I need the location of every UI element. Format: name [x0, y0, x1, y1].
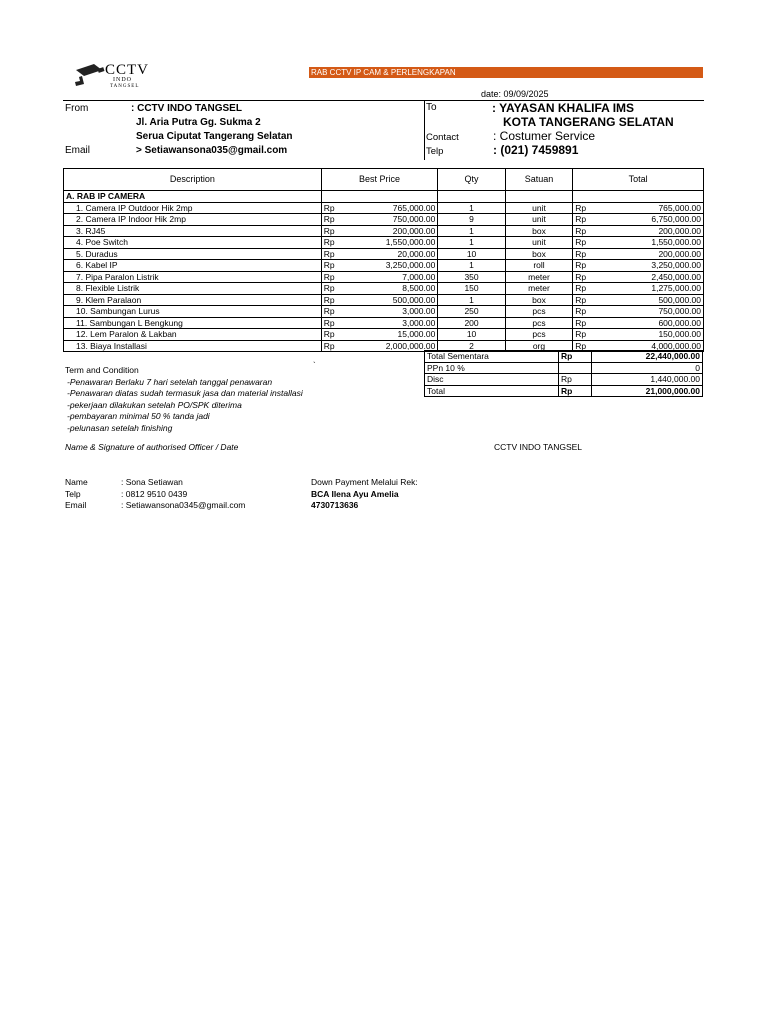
- row-price: 750,000.00: [337, 214, 438, 226]
- row-price: 200,000.00: [337, 225, 438, 237]
- row-total-currency: Rp: [573, 283, 588, 295]
- telp-label: Telp: [426, 146, 444, 157]
- contact-label: Contact: [426, 132, 459, 143]
- row-total-currency: Rp: [573, 237, 588, 249]
- summary-row: [425, 362, 703, 374]
- row-qty: 2: [438, 340, 505, 352]
- summary-label: PPn 10 %: [425, 362, 559, 374]
- row-price-currency: Rp: [321, 237, 336, 249]
- row-qty: 350: [438, 271, 505, 283]
- row-total: 6,750,000.00: [588, 214, 703, 226]
- row-qty: 250: [438, 306, 505, 318]
- row-description: 2. Camera IP Indoor Hik 2mp: [64, 214, 322, 226]
- row-unit: org: [505, 340, 572, 352]
- col-total: Total: [573, 169, 704, 191]
- contact-email: : Setiawansona0345@gmail.com: [121, 500, 246, 510]
- row-total: 750,000.00: [588, 306, 703, 318]
- row-total: 2,450,000.00: [588, 271, 703, 283]
- from-name: : CCTV INDO TANGSEL: [131, 103, 242, 114]
- contact-telp: : 0812 9510 0439: [121, 488, 188, 499]
- row-description: 13. Biaya Installasi: [64, 340, 322, 352]
- row-total-currency: Rp: [573, 294, 588, 306]
- table-row: [64, 202, 704, 214]
- row-unit: pcs: [505, 317, 572, 329]
- row-price-currency: Rp: [321, 294, 336, 306]
- summary-row: [425, 351, 703, 363]
- row-unit: pcs: [505, 306, 572, 318]
- row-price-currency: Rp: [321, 329, 336, 341]
- row-total-currency: Rp: [573, 202, 588, 214]
- row-description: 8. Flexible Listrik: [64, 283, 322, 295]
- row-price-currency: Rp: [321, 202, 336, 214]
- table-row: [64, 329, 704, 341]
- row-description: 12. Lem Paralon & Lakban: [64, 329, 322, 341]
- row-price-currency: Rp: [321, 271, 336, 283]
- row-qty: 9: [438, 214, 505, 226]
- terms-item: -pelunasan setelah finishing: [67, 422, 173, 433]
- from-email: > Setiawansona035@gmail.com: [136, 145, 288, 156]
- document-title: RAB CCTV IP CAM & PERLENGKAPAN: [309, 67, 703, 78]
- summary-row: [425, 374, 703, 386]
- summary-value: 22,440,000.00: [592, 351, 703, 363]
- table-row: [64, 306, 704, 318]
- summary-value: 0: [592, 362, 703, 374]
- row-description: 10. Sambungan Lurus: [64, 306, 322, 318]
- from-address2: Serua Ciputat Tangerang Selatan: [136, 131, 293, 142]
- table-row: [64, 214, 704, 226]
- summary-currency: Rp: [559, 351, 592, 363]
- row-total-currency: Rp: [573, 248, 588, 260]
- row-price: 1,550,000.00: [337, 237, 438, 249]
- row-total: 150,000.00: [588, 329, 703, 341]
- summary-value: 21,000,000.00: [592, 385, 703, 397]
- row-total: 200,000.00: [588, 225, 703, 237]
- col-best-price: Best Price: [321, 169, 438, 191]
- summary-value: 1,440,000.00: [592, 374, 703, 386]
- summary-row: [425, 385, 703, 397]
- row-qty: 10: [438, 329, 505, 341]
- table-row: [64, 271, 704, 283]
- document-date: date: 09/09/2025: [481, 89, 549, 99]
- row-description: 11. Sambungan L Bengkung: [64, 317, 322, 329]
- to-contact: : Costumer Service: [493, 129, 596, 143]
- row-total: 1,550,000.00: [588, 237, 703, 249]
- row-total: 3,250,000.00: [588, 260, 703, 272]
- row-price-currency: Rp: [321, 225, 336, 237]
- row-total: 500,000.00: [588, 294, 703, 306]
- contact-email-label: Email: [65, 500, 87, 510]
- row-unit: unit: [505, 237, 572, 249]
- to-name: : YAYASAN KHALIFA IMS: [492, 101, 635, 115]
- terms-item: -pekerjaan dilakukan setelah PO/SPK diterima: [67, 399, 242, 410]
- from-address1: Jl. Aria Putra Gg. Sukma 2: [136, 117, 261, 128]
- logo-line2: TANGSEL: [110, 84, 140, 89]
- row-qty: 1: [438, 237, 505, 249]
- row-price: 7,000.00: [337, 271, 438, 283]
- row-price: 500,000.00: [337, 294, 438, 306]
- row-qty: 200: [438, 317, 505, 329]
- col-qty: Qty: [438, 169, 505, 191]
- row-description: 1. Camera IP Outdoor Hik 2mp: [64, 202, 322, 214]
- col-satuan: Satuan: [505, 169, 572, 191]
- summary-table: [424, 350, 703, 397]
- table-row: [64, 317, 704, 329]
- row-total: 4,000,000.00: [588, 340, 703, 352]
- row-total: 600,000.00: [588, 317, 703, 329]
- summary-label: Disc: [425, 374, 559, 386]
- row-price-currency: Rp: [321, 214, 336, 226]
- contact-name: : Sona Setiawan: [121, 477, 183, 487]
- row-description: 4. Poe Switch: [64, 237, 322, 249]
- payment-account: 4730713636: [311, 500, 359, 510]
- row-unit: unit: [505, 214, 572, 226]
- terms-heading: Term and Condition: [65, 365, 139, 375]
- col-description: Description: [64, 169, 322, 191]
- summary-label: Total: [425, 385, 559, 397]
- row-price: 765,000.00: [337, 202, 438, 214]
- table-row: [64, 225, 704, 237]
- payment-label: Down Payment Melalui Rek:: [311, 477, 418, 487]
- contact-telp-label: Telp: [65, 488, 81, 499]
- row-total: 765,000.00: [588, 202, 703, 214]
- row-total-currency: Rp: [573, 260, 588, 272]
- logo-brand: CCTV: [105, 62, 150, 78]
- summary-currency: Rp: [559, 385, 592, 397]
- section-heading: A. RAB IP CAMERA: [64, 191, 322, 203]
- terms-item: -Penawaran diatas sudah termasuk jasa dan material installasi: [67, 388, 303, 398]
- row-price-currency: Rp: [321, 260, 336, 272]
- row-description: 6. Kabel IP: [64, 260, 322, 272]
- row-description: 3. RJ45: [64, 225, 322, 237]
- row-qty: 1: [438, 202, 505, 214]
- table-row: [64, 248, 704, 260]
- row-price-currency: Rp: [321, 306, 336, 318]
- row-total-currency: Rp: [573, 271, 588, 283]
- table-row: [64, 237, 704, 249]
- row-total: 1,275,000.00: [588, 283, 703, 295]
- table-row: [64, 260, 704, 272]
- summary-currency: Rp: [559, 374, 592, 386]
- signature-label: Name & Signature of authorised Officer / Date: [65, 442, 239, 452]
- row-total-currency: Rp: [573, 329, 588, 341]
- row-price: 2,000,000.00: [337, 340, 438, 352]
- row-unit: roll: [505, 260, 572, 272]
- email-label: Email: [65, 145, 91, 156]
- row-total: 200,000.00: [588, 248, 703, 260]
- row-description: 9. Klem Paralaon: [64, 294, 322, 306]
- terms-mark: `: [313, 361, 316, 370]
- logo-line1: INDO: [113, 77, 132, 83]
- row-price-currency: Rp: [321, 317, 336, 329]
- row-price: 15,000.00: [337, 329, 438, 341]
- signature-company: CCTV INDO TANGSEL: [494, 442, 583, 452]
- row-qty: 150: [438, 283, 505, 295]
- summary-label: Total Sementara: [425, 351, 559, 363]
- terms-item: -Penawaran Berlaku 7 hari setelah tanggal penawaran: [67, 376, 273, 387]
- items-table: [63, 168, 704, 352]
- row-qty: 10: [438, 248, 505, 260]
- terms-block: [65, 365, 303, 434]
- row-qty: 1: [438, 225, 505, 237]
- row-unit: box: [505, 294, 572, 306]
- table-row: [64, 294, 704, 306]
- terms-item: -pembayaran minimal 50 % tanda jadi: [67, 411, 210, 421]
- table-row: [64, 283, 704, 295]
- row-description: 7. Pipa Paralon Listrik: [64, 271, 322, 283]
- contact-name-label: Name: [65, 477, 88, 487]
- row-unit: meter: [505, 271, 572, 283]
- row-price: 3,000.00: [337, 306, 438, 318]
- row-price: 8,500.00: [337, 283, 438, 295]
- row-description: 5. Duradus: [64, 248, 322, 260]
- row-price-currency: Rp: [321, 283, 336, 295]
- row-price: 20,000.00: [337, 248, 438, 260]
- from-label: From: [65, 103, 89, 114]
- row-qty: 1: [438, 260, 505, 272]
- summary-currency: [559, 362, 592, 374]
- row-total-currency: Rp: [573, 340, 588, 352]
- header-divider: [424, 100, 425, 160]
- to-city: KOTA TANGERANG SELATAN: [503, 115, 674, 129]
- row-unit: box: [505, 225, 572, 237]
- row-total-currency: Rp: [573, 214, 588, 226]
- row-total-currency: Rp: [573, 225, 588, 237]
- row-unit: unit: [505, 202, 572, 214]
- row-total-currency: Rp: [573, 317, 588, 329]
- row-unit: box: [505, 248, 572, 260]
- payment-bank: BCA Ilena Ayu Amelia: [311, 488, 399, 499]
- row-price-currency: Rp: [321, 248, 336, 260]
- row-unit: meter: [505, 283, 572, 295]
- to-label: To: [426, 102, 437, 113]
- row-qty: 1: [438, 294, 505, 306]
- row-price: 3,250,000.00: [337, 260, 438, 272]
- row-price: 3,000.00: [337, 317, 438, 329]
- row-total-currency: Rp: [573, 306, 588, 318]
- row-price-currency: Rp: [321, 340, 336, 352]
- to-telp: : (021) 7459891: [493, 143, 579, 157]
- row-unit: pcs: [505, 329, 572, 341]
